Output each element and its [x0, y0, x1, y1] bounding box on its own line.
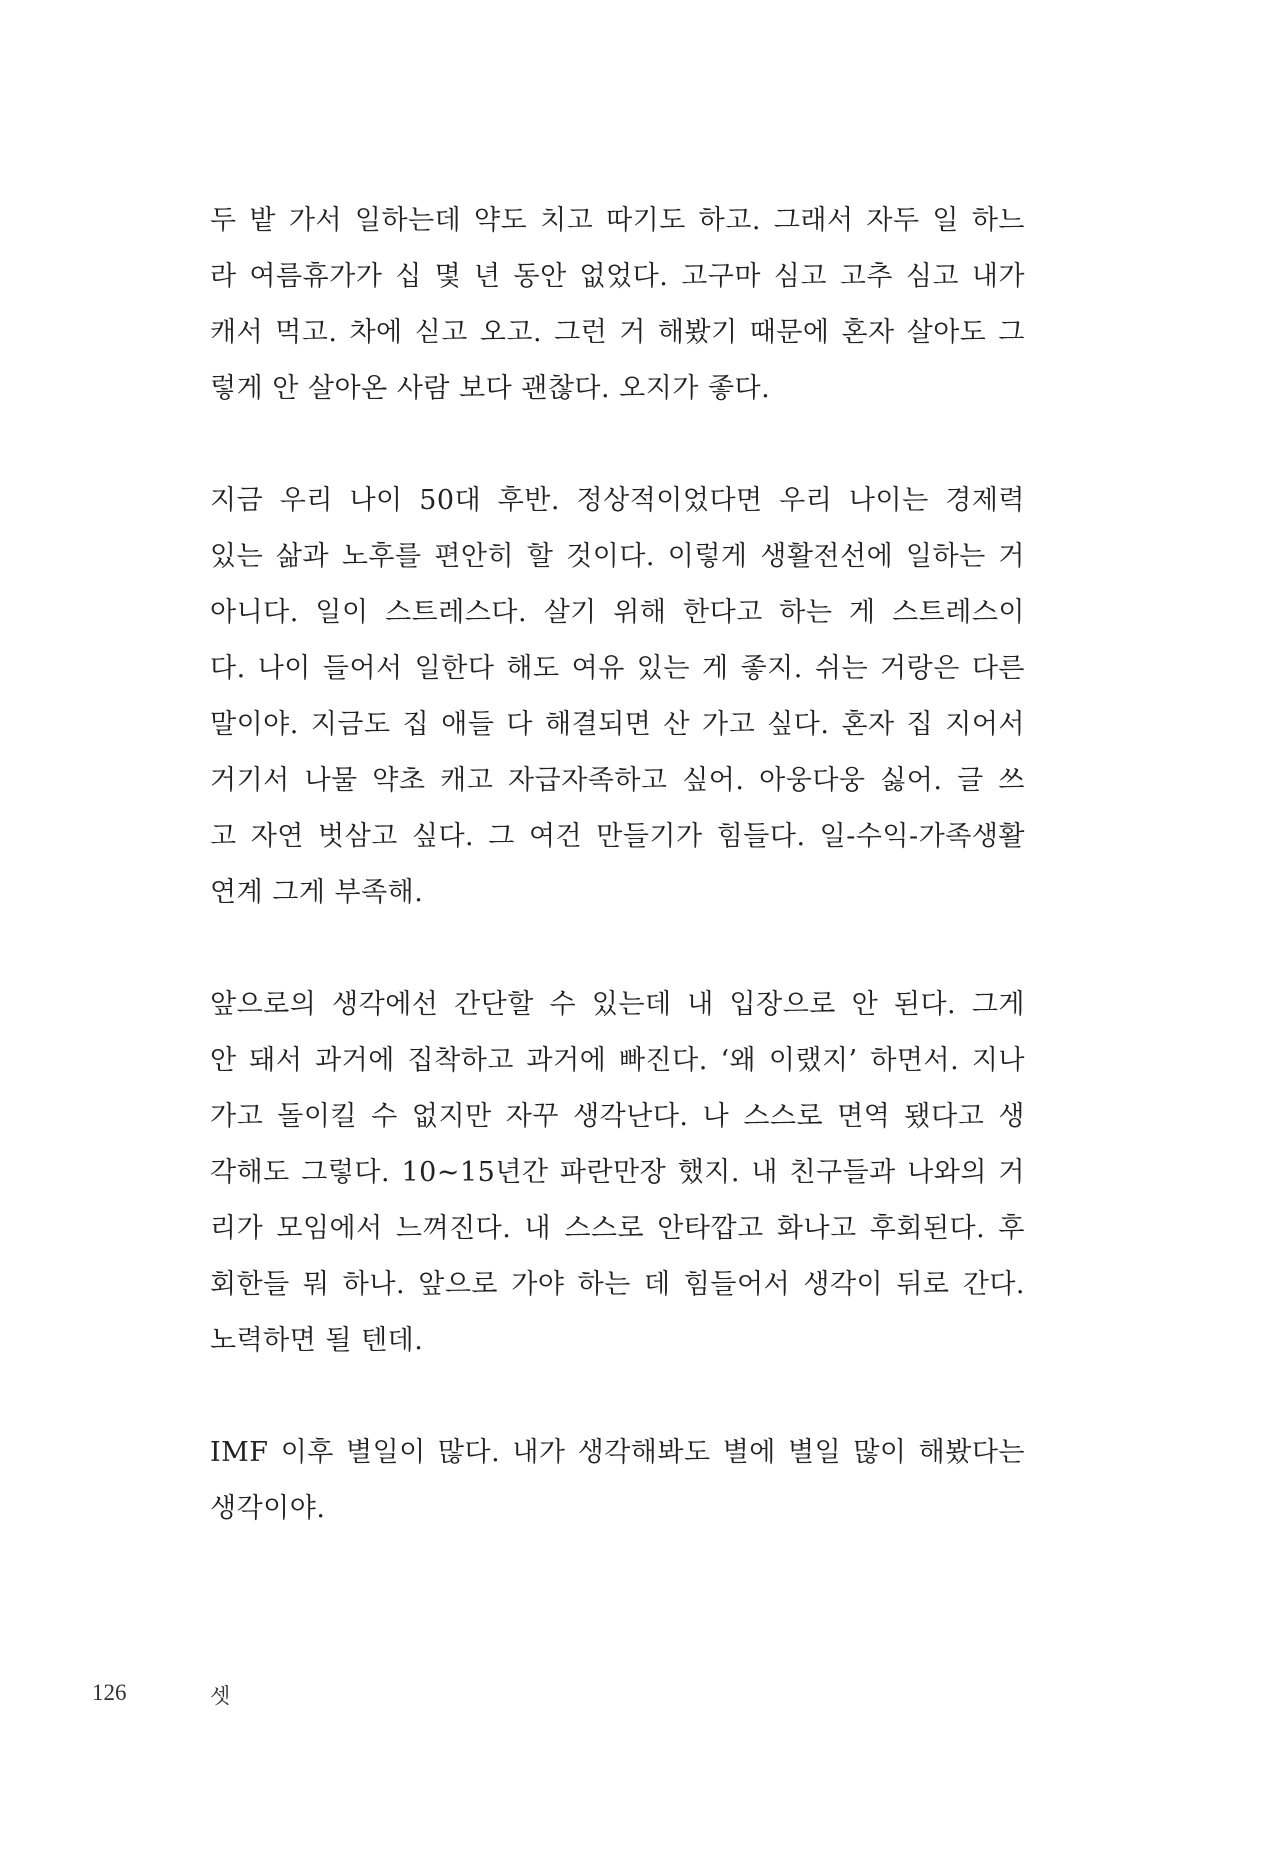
text-line: 생각이야.: [210, 1493, 326, 1524]
text-line: IMF 이후 별일이 많다. 내가 생각해봐도 별에 별일 많이 해봤다는: [210, 1437, 1025, 1468]
text-line: 고 자연 벗삼고 싶다. 그 여건 만들기가 힘들다. 일-수익-가족생활: [210, 821, 1025, 852]
text-line: 회한들 뭐 하나. 앞으로 가야 하는 데 힘들어서 생각이 뒤로 간다.: [210, 1269, 1025, 1300]
text-line: 두 밭 가서 일하는데 약도 치고 따기도 하고. 그래서 자두 일 하느: [210, 205, 1025, 236]
text-line: 말이야. 지금도 집 애들 다 해결되면 산 가고 싶다. 혼자 집 지어서: [210, 709, 1025, 740]
text-line: 라 여름휴가가 십 몇 년 동안 없었다. 고구마 심고 고추 심고 내가: [210, 261, 1025, 292]
text-line: 리가 모임에서 느껴진다. 내 스스로 안타깝고 화나고 후회된다. 후: [210, 1213, 1025, 1244]
text-line: 아니다. 일이 스트레스다. 살기 위해 한다고 하는 게 스트레스이: [210, 597, 1025, 628]
page-body: [210, 193, 1025, 1593]
paragraph-3: [210, 977, 1025, 1369]
page-number: 126: [92, 1680, 127, 1705]
text-line: 캐서 먹고. 차에 싣고 오고. 그런 거 해봤기 때문에 혼자 살아도 그: [210, 317, 1025, 348]
paragraph-2: [210, 473, 1025, 921]
text-line: 있는 삶과 노후를 편안히 할 것이다. 이렇게 생활전선에 일하는 거: [210, 541, 1025, 572]
text-line: 렇게 안 살아온 사람 보다 괜찮다. 오지가 좋다.: [210, 373, 771, 404]
paragraph-1: [210, 193, 1025, 417]
text-line: 안 돼서 과거에 집착하고 과거에 빠진다. ‘왜 이랬지’ 하면서. 지나: [210, 1045, 1025, 1076]
text-line: 앞으로의 생각에선 간단할 수 있는데 내 입장으로 안 된다. 그게: [210, 989, 1025, 1020]
section-label: 셋: [210, 1684, 231, 1708]
text-line: 각해도 그렇다. 10~15년간 파란만장 했지. 내 친구들과 나와의 거: [210, 1157, 1025, 1188]
text-line: 지금 우리 나이 50대 후반. 정상적이었다면 우리 나이는 경제력: [210, 485, 1025, 516]
page-footer: [0, 1680, 1280, 1720]
text-line: 거기서 나물 약초 캐고 자급자족하고 싶어. 아웅다웅 싫어. 글 쓰: [210, 765, 1025, 796]
text-line: 연계 그게 부족해.: [210, 877, 424, 908]
text-line: 다. 나이 들어서 일한다 해도 여유 있는 게 좋지. 쉬는 거랑은 다른: [210, 653, 1025, 684]
text-line: 가고 돌이킬 수 없지만 자꾸 생각난다. 나 스스로 면역 됐다고 생: [210, 1101, 1025, 1132]
paragraph-4: [210, 1425, 1025, 1537]
text-line: 노력하면 될 텐데.: [210, 1325, 424, 1356]
